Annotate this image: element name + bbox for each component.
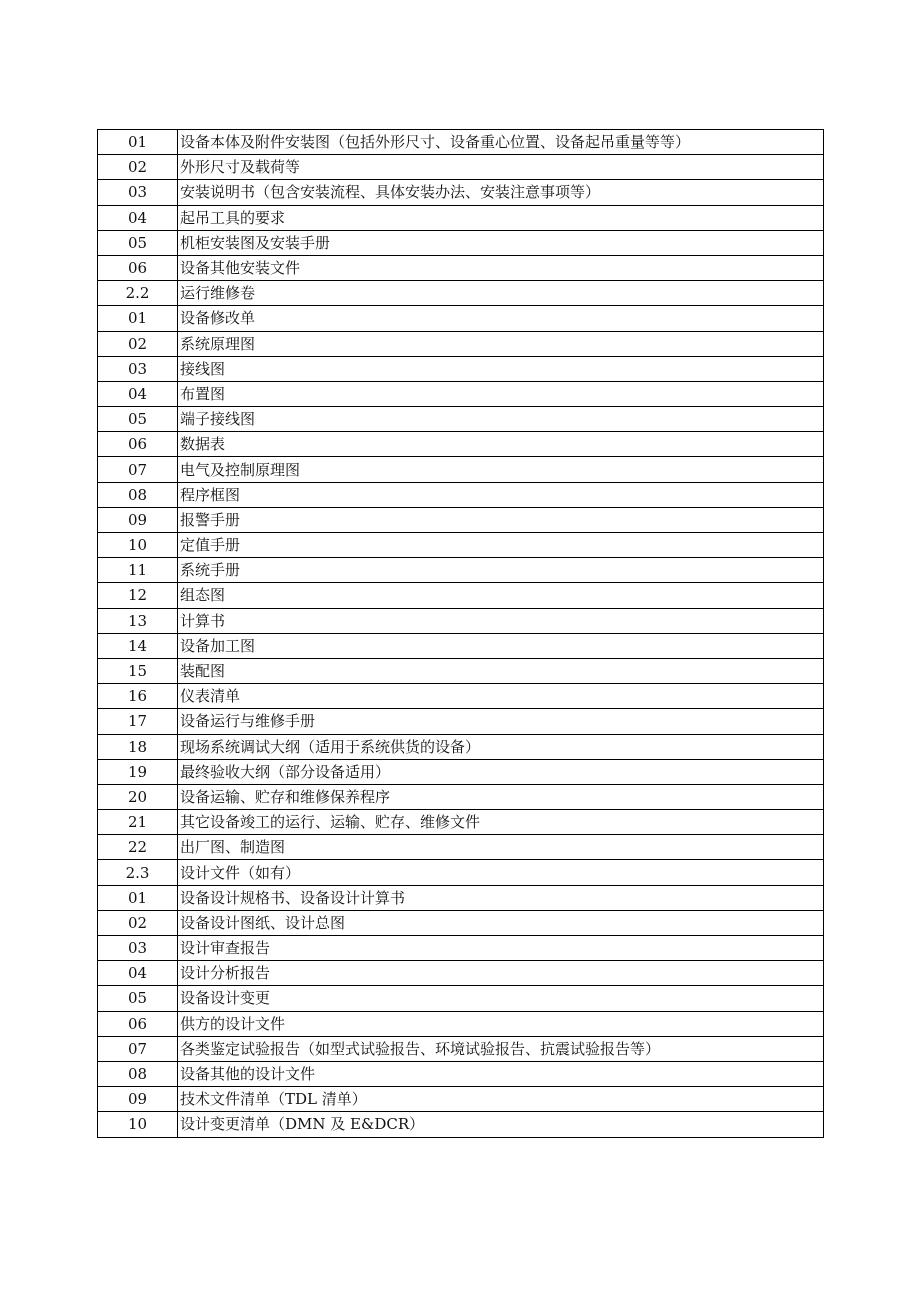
row-number: 16 bbox=[98, 684, 178, 709]
table-row bbox=[98, 633, 824, 658]
row-description: 系统手册 bbox=[178, 558, 824, 583]
row-description: 设计变更清单（DMN 及 E&DCR） bbox=[178, 1112, 824, 1137]
row-description: 设计分析报告 bbox=[178, 961, 824, 986]
row-number: 15 bbox=[98, 658, 178, 683]
row-description: 现场系统调试大纲（适用于系统供货的设备） bbox=[178, 734, 824, 759]
table-row bbox=[98, 482, 824, 507]
table-row bbox=[98, 180, 824, 205]
table-row bbox=[98, 155, 824, 180]
row-number: 10 bbox=[98, 1112, 178, 1137]
table-row bbox=[98, 658, 824, 683]
row-description: 程序框图 bbox=[178, 482, 824, 507]
table-row bbox=[98, 407, 824, 432]
row-number: 01 bbox=[98, 130, 178, 155]
table-row bbox=[98, 936, 824, 961]
row-description: 系统原理图 bbox=[178, 331, 824, 356]
table-row bbox=[98, 381, 824, 406]
row-number: 08 bbox=[98, 482, 178, 507]
row-description: 设备其他安装文件 bbox=[178, 255, 824, 280]
row-description: 其它设备竣工的运行、运输、贮存、维修文件 bbox=[178, 810, 824, 835]
row-description: 计算书 bbox=[178, 608, 824, 633]
row-number: 01 bbox=[98, 306, 178, 331]
row-description: 定值手册 bbox=[178, 533, 824, 558]
table-row bbox=[98, 205, 824, 230]
row-number: 17 bbox=[98, 709, 178, 734]
table-row bbox=[98, 331, 824, 356]
table-row bbox=[98, 1112, 824, 1137]
table-row bbox=[98, 230, 824, 255]
table-row bbox=[98, 784, 824, 809]
table-row bbox=[98, 608, 824, 633]
table-row bbox=[98, 130, 824, 155]
row-number: 06 bbox=[98, 255, 178, 280]
row-description: 设计文件（如有） bbox=[178, 860, 824, 885]
table-row bbox=[98, 255, 824, 280]
row-description: 最终验收大纲（部分设备适用） bbox=[178, 759, 824, 784]
row-description: 起吊工具的要求 bbox=[178, 205, 824, 230]
row-number: 04 bbox=[98, 961, 178, 986]
row-description: 设备设计变更 bbox=[178, 986, 824, 1011]
row-number: 11 bbox=[98, 558, 178, 583]
row-number: 09 bbox=[98, 507, 178, 532]
row-description: 设备运输、贮存和维修保养程序 bbox=[178, 784, 824, 809]
row-number: 05 bbox=[98, 230, 178, 255]
row-number: 01 bbox=[98, 885, 178, 910]
table-row bbox=[98, 583, 824, 608]
table-row bbox=[98, 457, 824, 482]
table-row bbox=[98, 533, 824, 558]
row-number: 08 bbox=[98, 1061, 178, 1086]
row-description: 外形尺寸及载荷等 bbox=[178, 155, 824, 180]
row-description: 设备设计图纸、设计总图 bbox=[178, 910, 824, 935]
row-description: 装配图 bbox=[178, 658, 824, 683]
row-number: 2.2 bbox=[98, 281, 178, 306]
row-description: 端子接线图 bbox=[178, 407, 824, 432]
table-row bbox=[98, 910, 824, 935]
row-description: 设备修改单 bbox=[178, 306, 824, 331]
table-row bbox=[98, 1061, 824, 1086]
row-description: 设备其他的设计文件 bbox=[178, 1061, 824, 1086]
row-description: 设备设计规格书、设备设计计算书 bbox=[178, 885, 824, 910]
table-row bbox=[98, 1087, 824, 1112]
table-row bbox=[98, 734, 824, 759]
row-description: 供方的设计文件 bbox=[178, 1011, 824, 1036]
row-number: 09 bbox=[98, 1087, 178, 1112]
row-description: 设备加工图 bbox=[178, 633, 824, 658]
table-row bbox=[98, 432, 824, 457]
row-number: 06 bbox=[98, 432, 178, 457]
row-description: 布置图 bbox=[178, 381, 824, 406]
table-row bbox=[98, 281, 824, 306]
row-description: 数据表 bbox=[178, 432, 824, 457]
row-number: 22 bbox=[98, 835, 178, 860]
row-description: 运行维修卷 bbox=[178, 281, 824, 306]
table-row bbox=[98, 1036, 824, 1061]
table-row bbox=[98, 306, 824, 331]
table-row bbox=[98, 709, 824, 734]
table-row bbox=[98, 558, 824, 583]
table-row bbox=[98, 684, 824, 709]
row-number: 02 bbox=[98, 155, 178, 180]
row-number: 2.3 bbox=[98, 860, 178, 885]
table-row bbox=[98, 986, 824, 1011]
row-description: 设备本体及附件安装图（包括外形尺寸、设备重心位置、设备起吊重量等等） bbox=[178, 130, 824, 155]
row-number: 18 bbox=[98, 734, 178, 759]
row-number: 07 bbox=[98, 457, 178, 482]
row-description: 报警手册 bbox=[178, 507, 824, 532]
document-list-table bbox=[97, 129, 824, 1138]
row-number: 04 bbox=[98, 205, 178, 230]
row-number: 02 bbox=[98, 331, 178, 356]
table-row bbox=[98, 885, 824, 910]
row-number: 05 bbox=[98, 407, 178, 432]
row-description: 接线图 bbox=[178, 356, 824, 381]
row-description: 安装说明书（包含安装流程、具体安装办法、安装注意事项等） bbox=[178, 180, 824, 205]
table-row bbox=[98, 759, 824, 784]
row-number: 21 bbox=[98, 810, 178, 835]
table-row bbox=[98, 835, 824, 860]
row-number: 06 bbox=[98, 1011, 178, 1036]
row-description: 技术文件清单（TDL 清单） bbox=[178, 1087, 824, 1112]
row-number: 02 bbox=[98, 910, 178, 935]
row-description: 组态图 bbox=[178, 583, 824, 608]
row-description: 机柜安装图及安装手册 bbox=[178, 230, 824, 255]
row-number: 03 bbox=[98, 180, 178, 205]
row-number: 07 bbox=[98, 1036, 178, 1061]
row-number: 20 bbox=[98, 784, 178, 809]
row-description: 电气及控制原理图 bbox=[178, 457, 824, 482]
row-number: 13 bbox=[98, 608, 178, 633]
row-description: 各类鉴定试验报告（如型式试验报告、环境试验报告、抗震试验报告等） bbox=[178, 1036, 824, 1061]
row-number: 03 bbox=[98, 936, 178, 961]
table-row bbox=[98, 1011, 824, 1036]
table-row bbox=[98, 961, 824, 986]
row-number: 05 bbox=[98, 986, 178, 1011]
row-description: 仪表清单 bbox=[178, 684, 824, 709]
table-row bbox=[98, 356, 824, 381]
table-row bbox=[98, 860, 824, 885]
row-description: 设备运行与维修手册 bbox=[178, 709, 824, 734]
row-number: 12 bbox=[98, 583, 178, 608]
row-number: 04 bbox=[98, 381, 178, 406]
table-row bbox=[98, 810, 824, 835]
table-row bbox=[98, 507, 824, 532]
row-number: 14 bbox=[98, 633, 178, 658]
row-number: 10 bbox=[98, 533, 178, 558]
row-description: 出厂图、制造图 bbox=[178, 835, 824, 860]
row-number: 19 bbox=[98, 759, 178, 784]
table-body bbox=[98, 130, 824, 1138]
row-number: 03 bbox=[98, 356, 178, 381]
row-description: 设计审查报告 bbox=[178, 936, 824, 961]
